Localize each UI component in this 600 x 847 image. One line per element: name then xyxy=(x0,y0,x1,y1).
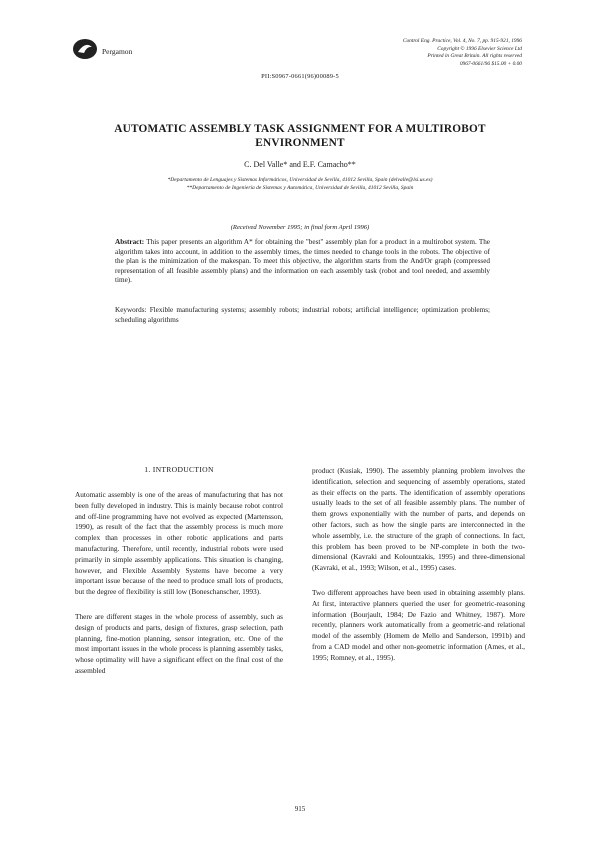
page-number: 915 xyxy=(294,805,306,813)
intro-paragraph-2: There are different stages in the whole process of assembly, such as design of products and parts, design of fixtures, grasp selection, path planning, fine-motion planning, sensor integration, etc. One of the most important issues in the whole process is planning assembly tasks, whose optimality will have a significant effect on the final cost of the assembled xyxy=(75,611,283,675)
right-paragraph-1: product (Kusiak, 1990). The assembly planning problem involves the identification, selection and sequencing of assembly operations, stated as their effects on the parts. The identification of assembly operations usually leads to the set of all feasible assembly plans. The number of them grows exponentially with the number of parts, and depends on other factors, such as how the single parts are interconnected in the whole assembly, i.e. the structure of the graph of connections. In fact, this problem has been proved to be NP-complete in both the two-dimensional (Kavraki and Kolountzakis, 1995) and three-dimensional (Kavraki, et al., 1993; Wilson, et al., 1995) cases. xyxy=(312,466,525,573)
pii-identifier: PII:S0967-0661(96)00089-5 xyxy=(261,73,339,80)
affiliations xyxy=(100,176,500,192)
paper-title: AUTOMATIC ASSEMBLY TASK ASSIGNMENT FOR A MULTIROBOT ENVIRONMENT xyxy=(114,123,486,149)
section-heading-introduction: 1. INTRODUCTION xyxy=(144,465,214,474)
keywords-label: Keywords: xyxy=(115,306,147,314)
publisher-logo-icon xyxy=(72,38,98,60)
left-column xyxy=(75,490,283,677)
abstract-text: This paper presents an algorithm A* for obtaining the "best" assembly plan for a product in a multirobot system. The algorithm takes into account, in addition to the assembly times, the times needed to change tools in the robots. The objective of the plan is the minimization of the makespan. To meet this objective, the algorithm starts from the And/Or graph (compressed representation of all feasible assembly plans) and the information on each assembly task (robot and tool needed, and assembly time). xyxy=(115,238,490,285)
right-paragraph-2: Two different approaches have been used in obtaining assembly plans. At first, interactive planners queried the user for geometric-reasoning information (Bourjault, 1984; De Fazio and Whitney, 1987). More recently, planners work automatically from a geometric-and relational model of the assembly (Homem de Mello and Sanderson, 1991b) and from a CAD model and other non-geometric information (Ames, et al., 1995; Romney, et al., 1995). xyxy=(312,587,525,662)
publisher-name: Pergamon xyxy=(102,47,133,56)
intro-paragraph-1: Automatic assembly is one of the areas of manufacturing that has not been fully developed in industry. This is mainly because robot control and off-line programming have not evolved as expected (Martensson, 1990), as result of the fact that the assembly process is much more complex than processes in other robotic applications and parts manufacturing. Therefore, until recently, industrial robots were used primarily in simple assembly applications. This situation is changing, however, and Flexible Assembly Systems have become a very important issue because of the need to produce small lots of products, but the degree of flexibility is still low (Boneschanscher, 1993). xyxy=(75,490,283,597)
affiliation-2: **Departamento de Ingeniería de Sistemas y Automática, Universidad de Sevilla, 41012 Sevilla, Spain xyxy=(186,185,414,191)
affiliation-1: *Departamento de Lenguajes y Sistemas Informáticos, Universidad de Sevilla, 41012 Sevilla, Spain (delvalle@lsi.us.es) xyxy=(167,177,433,183)
received-dates: (Received November 1995; in final form April 1996) xyxy=(230,224,370,231)
journal-price: 0967-0661/96 $15.00 + 0.00 xyxy=(459,60,522,67)
journal-printed: Printed in Great Britain. All rights reserved xyxy=(427,53,522,60)
abstract-label: Abstract: xyxy=(115,238,145,246)
journal-citation: Control Eng. Practice, Vol. 4, No. 7, pp. 915-921, 1996 xyxy=(402,38,522,44)
right-column xyxy=(312,466,525,664)
journal-info xyxy=(302,38,522,68)
keywords-text: Flexible manufacturing systems; assembly robots; industrial robots; artificial intelligence; optimization problems; scheduling algorithms xyxy=(115,306,491,324)
keywords xyxy=(115,306,490,325)
journal-copyright: Copyright © 1996 Elsevier Science Ltd xyxy=(437,45,522,52)
authors: C. Del Valle* and E.F. Camacho** xyxy=(244,160,356,169)
abstract xyxy=(115,238,490,286)
